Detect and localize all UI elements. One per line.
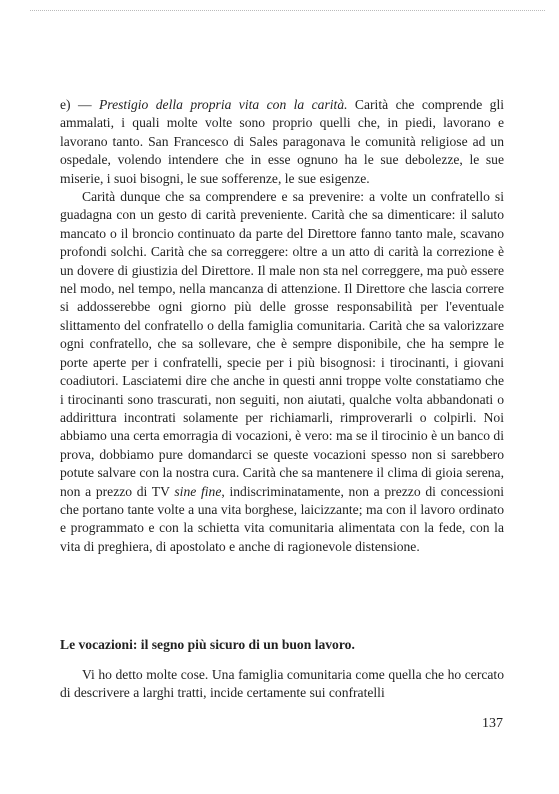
section-text: Carità che comprende gli ammalati, i quali molte volte sono proprio quelli che, in piedi, lavorano e lavorano tanto. San Francesco di Sales paragonava le comunità religiose ad un ospedale, volendo intendere che in esse ognuno ha le sue debolezze, le sue miserie, i suoi bisogni, le sue sofferenze, le sue esigenze. xyxy=(60,97,504,186)
page-number: 137 xyxy=(482,716,503,731)
top-edge-rule xyxy=(30,10,545,11)
paragraph-text-end: , indiscriminatamente, non a prezzo di concessioni che portano tante volte a una vita borghese, laicizzante; ma con il lavoro ordinato e programmato e con la schietta vita comunitaria alimentata con la fede, con la vita di preghiera, di apostolato e anche di ragionevole distensione. xyxy=(60,483,505,554)
paragraph-text: Carità dunque che sa comprendere e sa prevenire: a volte un confratello si guadagna con un gesto di carità preveniente. Carità che sa dimenticare: il saluto mancato o il broncio continuato da parte del Direttore fanno tanto male, scavano profondi solchi. Carità che sa correggere: oltre a un atto di carità la correzione è un dovere di giustizia del Direttore. Il male non sta nel correggere, ma può essere nel modo, nel tempo, nella mancanza di attenzione. Il Direttore che lascia correre si addosserebbe ogni giorno più delle grosse responsabilità per l'eventuale slittamento del confratello o della famiglia comunitaria. Carità che sa valorizzare ogni confratello, che sa sollevare, che è sempre disponibile, che ha sempre le porte aperte per i confratelli, specie per i più bisognosi: i tirocinanti, i giovani coadiutori. Lasciatemi dire che anche in questi anni troppe volte constatiamo che i tirocinanti sono trascurati, non seguiti, non aiutati, qualche volta abbandonati o addirittura incontrati solamente per richiamarli, rimproverarli o colpirli. Noi abbiamo una certa emorragia di vocazioni, è vero: ma se il tirocinio è un banco di prova, dobbiamo pure domandarci se queste vocazioni spesso non si sarebbero potute salvare con la nostra cura. Carità che sa mantenere il clima di gioia serena, non a prezzo di TV xyxy=(60,189,504,499)
paragraph-vocazioni: Vi ho detto molte cose. Una famiglia comunitaria come quella che ho cercato di descrivere a larghi tratti, incide certamente sui confratelli xyxy=(60,667,504,701)
italic-phrase: sine fine xyxy=(174,483,222,499)
section-title: Prestigio della propria vita con la carità. xyxy=(99,97,348,112)
section-marker: e) — xyxy=(60,97,99,112)
following-text xyxy=(60,666,504,703)
main-text xyxy=(60,96,504,556)
paragraph-e xyxy=(60,96,504,188)
paragraph-carita xyxy=(60,188,504,556)
section-heading: Le vocazioni: il segno più sicuro di un buon lavoro. xyxy=(60,637,355,652)
